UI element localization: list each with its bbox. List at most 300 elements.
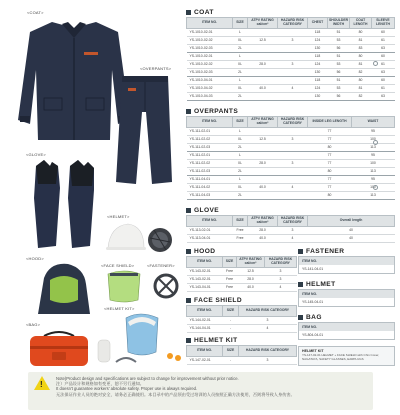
notice-line: 无法保证作业人员的绝对安全，请务必正确使用。本目录中的产品须由受过培训的人员按照正确方法使用，否则将导致人身伤害。 (56, 391, 295, 397)
col-header: SIZE (223, 257, 237, 268)
section-square-icon (298, 249, 303, 254)
table-cell: 53 (328, 85, 350, 93)
table-row (187, 85, 395, 93)
overpants-title: OVERPANTS (194, 108, 239, 115)
table-cell: 63 (372, 93, 395, 101)
table-cell: 3 (278, 37, 308, 45)
item-no-cell: YS-113-04-01 (187, 235, 233, 243)
glove-section (186, 206, 394, 243)
section-square-icon (186, 10, 191, 15)
item-no-cell: YS-111-02-02 (187, 160, 233, 168)
table-cell: 83 (350, 45, 372, 53)
item-no-cell: YS-147-02-01 (187, 357, 223, 365)
table-cell: 53 (328, 61, 350, 69)
table-cell: 130 (308, 93, 328, 101)
bag-section (298, 313, 395, 340)
table-cell: 60 (372, 29, 395, 37)
circle-icon (373, 185, 378, 190)
table-cell: 3 (265, 268, 297, 276)
helmet-kit-image (96, 312, 186, 368)
table-cell: 130 (308, 69, 328, 77)
notice-box (28, 372, 373, 410)
notice-line: 注）产品设计和规格如有变更，恕不另行通知。 (56, 381, 144, 387)
table-cell (278, 53, 308, 61)
col-header: SIZE (233, 18, 248, 29)
table-cell: 40.0 (248, 85, 278, 93)
table-row (187, 45, 395, 53)
table-cell (248, 152, 278, 160)
table-cell (278, 168, 308, 176)
glove-section-header (186, 206, 394, 215)
item-no-cell: YS-1010-02-02 (187, 61, 233, 69)
section-square-icon (186, 249, 191, 254)
helmet-kit-table-body (187, 357, 297, 365)
helmet-photo-label: <HELMET> (107, 214, 130, 219)
hood-image (34, 262, 94, 318)
col-header: SHOULDER WIDTH (328, 18, 350, 29)
table-cell: L (233, 176, 248, 184)
hood-section (186, 247, 296, 292)
hood-photo-label: <HOOD> (26, 256, 44, 261)
col-header: ATPV RATING cal/cm² (248, 216, 278, 227)
col-header: SIZE (223, 346, 239, 357)
table-cell: 100 (352, 136, 395, 144)
table-cell: 3 (239, 317, 297, 325)
table-cell: 40.0 (248, 235, 278, 243)
col-header: HAZARD RISK CATEGORY (278, 18, 308, 29)
table-cell: 81 (350, 61, 372, 69)
table-cell: 81 (350, 37, 372, 45)
table-cell: 40 (308, 235, 395, 243)
table-cell: L (233, 152, 248, 160)
table-cell: 4 (278, 85, 308, 93)
table-cell: 80 (350, 53, 372, 61)
table-cell (278, 176, 308, 184)
table-cell: - (223, 325, 239, 333)
face-shield-image (104, 270, 144, 304)
table-cell: 63 (372, 45, 395, 53)
table-cell: 2L (233, 93, 248, 101)
table-cell: 12.5 (248, 37, 278, 45)
table-row (187, 29, 395, 37)
overpants-image (108, 72, 182, 190)
item-no-cell: YS-143-02-01 (187, 276, 223, 284)
col-header: HAZARD RISK CATEGORY (239, 306, 297, 317)
table-cell (248, 176, 278, 184)
item-no-cell: YS-1010-04-02 (187, 85, 233, 93)
table-row (187, 136, 395, 144)
table-cell: 3 (239, 357, 297, 365)
section-square-icon (298, 315, 303, 320)
table-cell: 40 (308, 227, 395, 235)
col-header: CHEST (308, 18, 328, 29)
item-no-cell: YS-1010-02-02 (187, 37, 233, 45)
table-cell: 95 (352, 128, 395, 136)
table-cell: 80 (308, 168, 352, 176)
table-cell (248, 168, 278, 176)
table-cell: 124 (308, 85, 328, 93)
table-cell: 2L (233, 144, 248, 152)
table-row (187, 61, 395, 69)
notice-line: Note)Product design and specifications are subject to change for improvement without prior notice. (56, 376, 239, 381)
table-row (187, 227, 395, 235)
table-cell: 95 (352, 152, 395, 160)
helmet-table (298, 289, 395, 307)
overpants-section (186, 107, 394, 200)
table-cell: 77 (308, 160, 352, 168)
table-cell: 61 (372, 61, 395, 69)
table-cell: 118 (308, 77, 328, 85)
table-cell (278, 144, 308, 152)
col-header: HAZARD RISK CATEGORY (278, 216, 308, 227)
table-cell: 95 (352, 176, 395, 184)
glove-table (186, 215, 395, 243)
table-cell: 113 (352, 144, 395, 152)
col-header: ATPV RATING cal/cm² (248, 18, 278, 29)
glove-table-body (187, 227, 395, 243)
col-header: SIZE (233, 216, 248, 227)
table-cell: XL (233, 37, 248, 45)
table-cell: 3 (278, 136, 308, 144)
table-cell: 124 (308, 61, 328, 69)
table-cell: 82 (350, 69, 372, 77)
glove-title: GLOVE (194, 207, 220, 214)
table-cell: 40.0 (237, 284, 265, 292)
section-square-icon (186, 338, 191, 343)
table-cell: 82 (350, 93, 372, 101)
fastener-image (148, 270, 184, 302)
circle-icon (373, 140, 378, 145)
col-header: WAIST (352, 117, 395, 128)
item-no-cell: YS-111-02-02 (187, 136, 233, 144)
coat-table (186, 17, 395, 101)
col-header: Overall length (308, 216, 395, 227)
col-header: SIZE (223, 306, 239, 317)
notice-line: It doesn't guarantee workers' absolute safety. Proper use is always required. (56, 386, 198, 392)
table-cell: 80 (308, 144, 352, 152)
hood-title: HOOD (194, 248, 216, 255)
table-cell: 100 (352, 160, 395, 168)
section-square-icon (186, 208, 191, 213)
table-cell (248, 29, 278, 37)
coat-table-header (187, 18, 395, 29)
table-cell: 3 (278, 160, 308, 168)
table-cell: 130 (308, 45, 328, 53)
table-cell: 77 (308, 136, 352, 144)
col-header: INSIDE LEG LENGTH (308, 117, 352, 128)
table-cell: 60 (372, 53, 395, 61)
table-cell: 80 (350, 77, 372, 85)
table-cell: 40.0 (248, 184, 278, 192)
bag-table (298, 322, 395, 340)
item-no-cell: YS-111-04-03 (187, 192, 233, 200)
table-cell (248, 77, 278, 85)
table-cell: 118 (308, 29, 328, 37)
table-row (187, 192, 395, 200)
table-cell: 51 (328, 29, 350, 37)
table-cell (248, 192, 278, 200)
face-shield-photo-label: <FACE SHIELD> (101, 263, 135, 268)
table-cell: 2L (233, 192, 248, 200)
coat-table-body (187, 29, 395, 101)
hood-section-header (186, 247, 296, 256)
fastener-photo-label: <FASTENER> (147, 263, 175, 268)
fastener-table (298, 256, 395, 274)
helmet-kit-title: HELMET KIT (194, 337, 238, 344)
table-cell: L (233, 77, 248, 85)
table-row (187, 160, 395, 168)
item-no-cell: YS-111-02-01 (187, 128, 233, 136)
col-header: COAT LENGTH (350, 18, 372, 29)
fastener-section-header (298, 247, 395, 256)
table-row (187, 325, 297, 333)
table-row (187, 77, 395, 85)
table-row (187, 235, 395, 243)
face-shield-table (186, 305, 297, 333)
face-shield-table-header (187, 306, 297, 317)
helmet-kit-box-desc: YS-147-02-01 HELMET + FACE SHIELD with Chin Cover, NAGATAYA, SAFETY GLASSES, EARPLUGS (302, 353, 380, 361)
col-header: HAZARD RISK CATEGORY (265, 257, 297, 268)
helmet-item-no: YS-145-04-01 (302, 300, 324, 304)
table-cell (248, 93, 278, 101)
table-cell: 12.5 (237, 268, 265, 276)
table-cell: 12.5 (248, 136, 278, 144)
section-square-icon (186, 109, 191, 114)
table-cell: XL (233, 136, 248, 144)
col-header: ITEM NO. (187, 306, 223, 317)
table-row (187, 184, 395, 192)
table-row (187, 176, 395, 184)
hood-table-header (187, 257, 297, 268)
item-no-cell: YS-111-04-01 (187, 176, 233, 184)
col-header: ITEM NO. (187, 346, 223, 357)
table-cell: 51 (328, 53, 350, 61)
table-row (187, 93, 395, 101)
fastener-table-header: ITEM NO. (299, 257, 394, 265)
table-cell: 4 (278, 235, 308, 243)
table-cell: 2L (233, 45, 248, 53)
item-no-cell: YS-1010-04-03 (187, 93, 233, 101)
table-row (187, 37, 395, 45)
item-no-cell: YS-111-02-01 (187, 152, 233, 160)
section-square-icon (298, 282, 303, 287)
table-cell: 100 (352, 184, 395, 192)
table-cell: 28.0 (237, 276, 265, 284)
table-cell: Free (223, 268, 237, 276)
fastener-item-no: YS-141-04-01 (302, 267, 324, 271)
table-cell: 77 (308, 184, 352, 192)
bag-item-no: YS-804-04-01 (302, 333, 324, 337)
table-cell: 56 (328, 69, 350, 77)
table-cell: 113 (352, 192, 395, 200)
table-cell (278, 192, 308, 200)
table-cell: 28.0 (248, 160, 278, 168)
table-cell: XL (233, 184, 248, 192)
table-cell: 28.0 (248, 61, 278, 69)
bag-image (26, 328, 92, 370)
item-no-cell: YS-111-04-02 (187, 184, 233, 192)
circle-icon (373, 61, 378, 66)
table-row (187, 53, 395, 61)
bag-section-header (298, 313, 395, 322)
table-cell: L (233, 29, 248, 37)
overpants-table-body (187, 128, 395, 200)
helmet-title: HELMET (306, 281, 336, 288)
table-cell: - (223, 317, 239, 325)
table-cell: 56 (328, 45, 350, 53)
table-cell: 3 (278, 61, 308, 69)
table-cell: 81 (350, 85, 372, 93)
section-square-icon (186, 298, 191, 303)
table-row (187, 128, 395, 136)
overpants-section-header (186, 107, 394, 116)
item-no-cell: YS-1010-02-01 (187, 53, 233, 61)
table-cell: 113 (352, 168, 395, 176)
table-cell: 118 (308, 53, 328, 61)
col-header: ITEM NO. (187, 216, 233, 227)
table-cell: - (223, 357, 239, 365)
table-cell: 77 (308, 152, 352, 160)
helmet-kit-box-title: HELMET KIT (302, 349, 324, 353)
table-cell: 124 (308, 37, 328, 45)
table-cell (278, 69, 308, 77)
helmet-kit-table (186, 345, 297, 365)
table-cell: 3 (278, 227, 308, 235)
face-shield-section (186, 296, 296, 333)
glove-table-header (187, 216, 395, 227)
col-header: HAZARD RISK CATEGORY (278, 117, 308, 128)
overpants-table-header (187, 117, 395, 128)
table-cell (248, 144, 278, 152)
table-cell: 51 (328, 77, 350, 85)
table-cell: Free (223, 284, 237, 292)
helmet-kit-description-box (298, 346, 395, 366)
col-header: SLEEVE LENGTH (372, 18, 395, 29)
table-cell (248, 69, 278, 77)
helmet-table-header: ITEM NO. (299, 290, 394, 298)
table-row (187, 168, 395, 176)
table-cell: XL (233, 85, 248, 93)
table-row (187, 357, 297, 365)
item-no-cell: YS-144-02-01 (187, 317, 223, 325)
overpants-photo-label: <OVERPANTS> (140, 66, 172, 71)
table-cell: 80 (350, 29, 372, 37)
table-cell: 56 (328, 93, 350, 101)
table-cell: 4 (265, 284, 297, 292)
item-no-cell: YS-1010-04-01 (187, 77, 233, 85)
helmet-kit-section (186, 336, 296, 365)
table-cell: 2L (233, 168, 248, 176)
bag-title: BAG (306, 314, 322, 321)
item-no-cell: YS-1010-02-01 (187, 29, 233, 37)
warning-icon: ! (34, 376, 50, 390)
item-no-cell: YS-1010-02-03 (187, 69, 233, 77)
helmet-kit-section-header (186, 336, 296, 345)
col-header: SIZE (233, 117, 248, 128)
item-no-cell: YS-143-04-01 (187, 284, 223, 292)
bag-table-header: ITEM NO. (299, 323, 394, 331)
table-row (187, 317, 297, 325)
table-cell: L (233, 53, 248, 61)
table-cell: Free (223, 276, 237, 284)
table-cell (278, 93, 308, 101)
coat-section (186, 8, 394, 101)
item-no-cell: YS-144-04-01 (187, 325, 223, 333)
col-header: ATPV RATING cal/cm² (248, 117, 278, 128)
coat-section-header (186, 8, 394, 17)
table-row (187, 144, 395, 152)
table-cell: 63 (372, 69, 395, 77)
item-no-cell: YS-111-02-03 (187, 144, 233, 152)
table-cell: 4 (239, 325, 297, 333)
hood-table-body (187, 268, 297, 292)
item-no-cell: YS-113-02-01 (187, 227, 233, 235)
table-cell: 61 (372, 37, 395, 45)
table-cell (278, 29, 308, 37)
col-header: ITEM NO. (187, 257, 223, 268)
table-cell: 3 (265, 276, 297, 284)
item-no-cell: YS-1010-02-03 (187, 45, 233, 53)
table-row (187, 268, 297, 276)
face-shield-title: FACE SHIELD (194, 297, 242, 304)
table-cell: 60 (372, 77, 395, 85)
helmet-section (298, 280, 395, 307)
table-cell (248, 45, 278, 53)
coat-photo-label: <COAT> (27, 10, 44, 15)
face-shield-section-header (186, 296, 296, 305)
col-header: ATPV RATING cal/cm² (237, 257, 265, 268)
table-cell: Free (233, 227, 248, 235)
col-header: HAZARD RISK CATEGORY (239, 346, 297, 357)
overpants-table (186, 116, 395, 200)
table-cell: 28.0 (248, 227, 278, 235)
table-cell: 53 (328, 37, 350, 45)
table-cell: 2L (233, 69, 248, 77)
fastener-section (298, 247, 395, 274)
table-cell (278, 45, 308, 53)
table-cell (248, 128, 278, 136)
table-row (187, 284, 297, 292)
table-row (187, 69, 395, 77)
coat-title: COAT (194, 9, 214, 16)
table-cell: 4 (278, 184, 308, 192)
table-cell: 77 (308, 128, 352, 136)
table-cell (278, 77, 308, 85)
item-no-cell: YS-143-02-01 (187, 268, 223, 276)
item-no-cell: YS-111-02-03 (187, 168, 233, 176)
table-cell: 61 (372, 85, 395, 93)
table-cell: L (233, 128, 248, 136)
helmet-image (104, 220, 174, 256)
fastener-title: FASTENER (306, 248, 345, 255)
table-cell: Free (233, 235, 248, 243)
gloves-image (30, 158, 102, 250)
bag-photo-label: <BAG> (26, 322, 41, 327)
table-cell (248, 53, 278, 61)
hood-table (186, 256, 297, 292)
helmet-kit-table-header (187, 346, 297, 357)
helmet-section-header (298, 280, 395, 289)
table-cell: XL (233, 61, 248, 69)
face-shield-table-body (187, 317, 297, 333)
table-cell (278, 128, 308, 136)
table-cell: 77 (308, 176, 352, 184)
helmet-kit-photo-label: <HELMET KIT> (104, 306, 135, 311)
table-row (187, 152, 395, 160)
table-cell (278, 152, 308, 160)
glove-photo-label: <GLOVE> (26, 152, 46, 157)
col-header: ITEM NO. (187, 18, 233, 29)
